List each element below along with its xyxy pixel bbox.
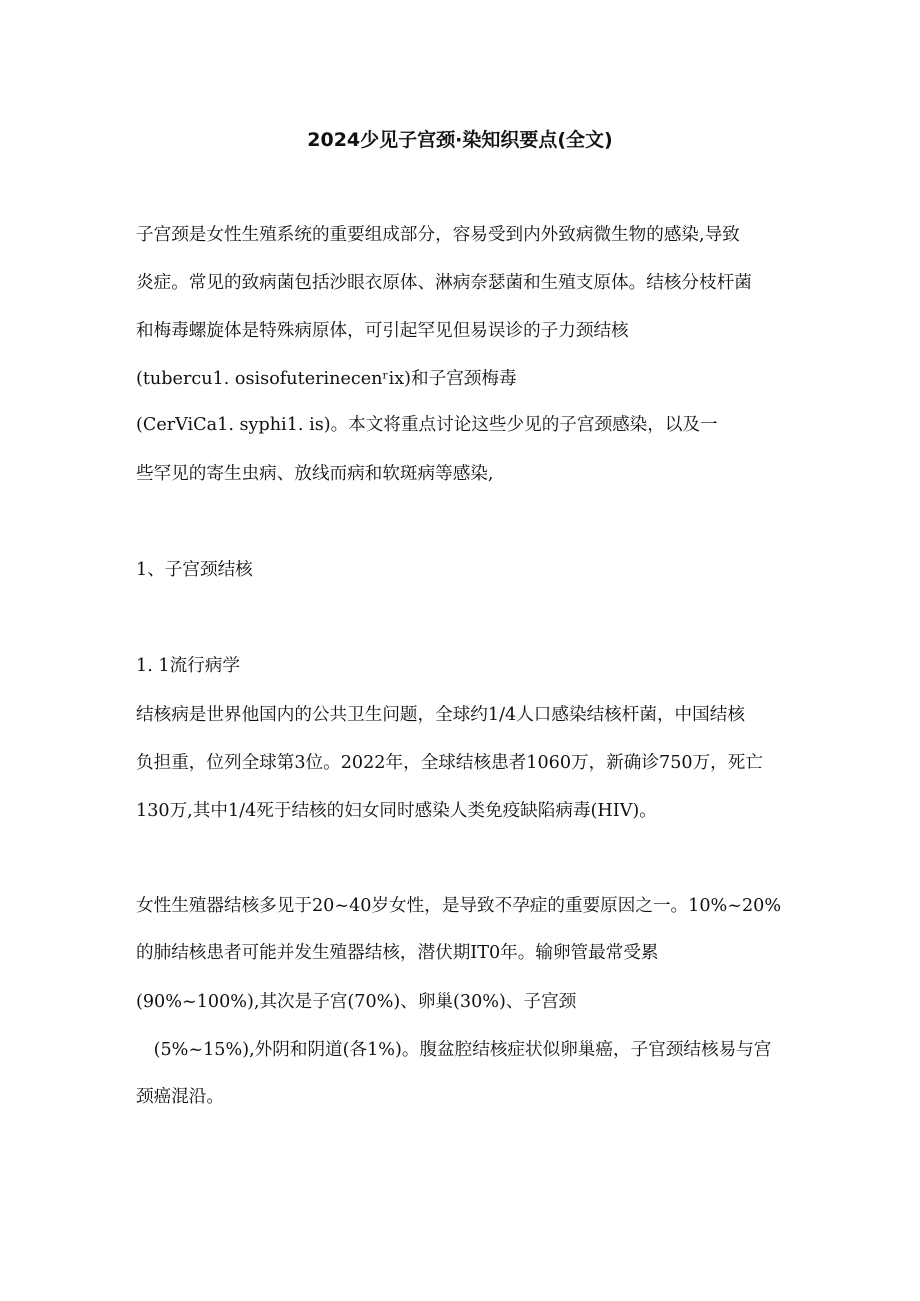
paragraph2-line-4: (5%~15%),外阴和阴道(各1%)。腹盆腔结核症状似卵巢癌，子官颈结核易与宫 — [136, 1040, 772, 1060]
section-heading-1: 1、子宫颈结核 — [136, 560, 253, 580]
paragraph1-line-3: 130万,其中1/4死于结核的妇女同时感染人类免疫缺陷病毒(HIV)。 — [136, 801, 657, 821]
intro-line-6: 些罕见的寄生虫病、放线而病和软斑病等感染, — [136, 464, 494, 484]
paragraph1-line-1: 结核病是世界他国内的公共卫生问题，全球约1/4人口感染结核杆菌，中国结核 — [136, 705, 745, 725]
intro-line-4: (tubercu1. osisofuterinecenʳix)和子宫颈梅毒 — [136, 369, 517, 389]
intro-line-3: 和梅毒螺旋体是特殊病原体，可引起罕见但易误诊的子力颈结核 — [136, 321, 629, 341]
document-title: 2024少见子宫颈·染知织要点(全文) — [307, 129, 613, 151]
paragraph2-line-5: 颈癌混沿。 — [136, 1087, 224, 1107]
intro-line-2: 炎症。常见的致病菌包括沙眼衣原体、淋病奈瑟菌和生殖支原体。结核分枝杆菌 — [136, 273, 752, 293]
intro-line-5: (CerViCa1. syphi1. is)。本文将重点讨论这些少见的子宫颈感染，以及一 — [136, 415, 718, 435]
paragraph2-line-3: (90%~100%),其次是子宫(70%)、卵巢(30%)、子宫颈 — [136, 992, 577, 1012]
paragraph2-line-2: 的肺结核患者可能并发生殖器结核，潜伏期IT0年。输卵管最常受累 — [136, 943, 659, 963]
paragraph2-line-1: 女性生殖器结核多见于20~40岁女性，是导致不孕症的重要原因之一。10%~20% — [136, 896, 782, 916]
subsection-heading-1-1: 1. 1流行病学 — [136, 656, 240, 676]
intro-line-1: 子宫颈是女性生殖系统的重要组成部分，容易受到内外致病微生物的感染,导致 — [136, 225, 740, 245]
paragraph1-line-2: 负担重，位列全球第3位。2022年，全球结核患者1060万，新确诊750万，死亡 — [136, 753, 763, 773]
